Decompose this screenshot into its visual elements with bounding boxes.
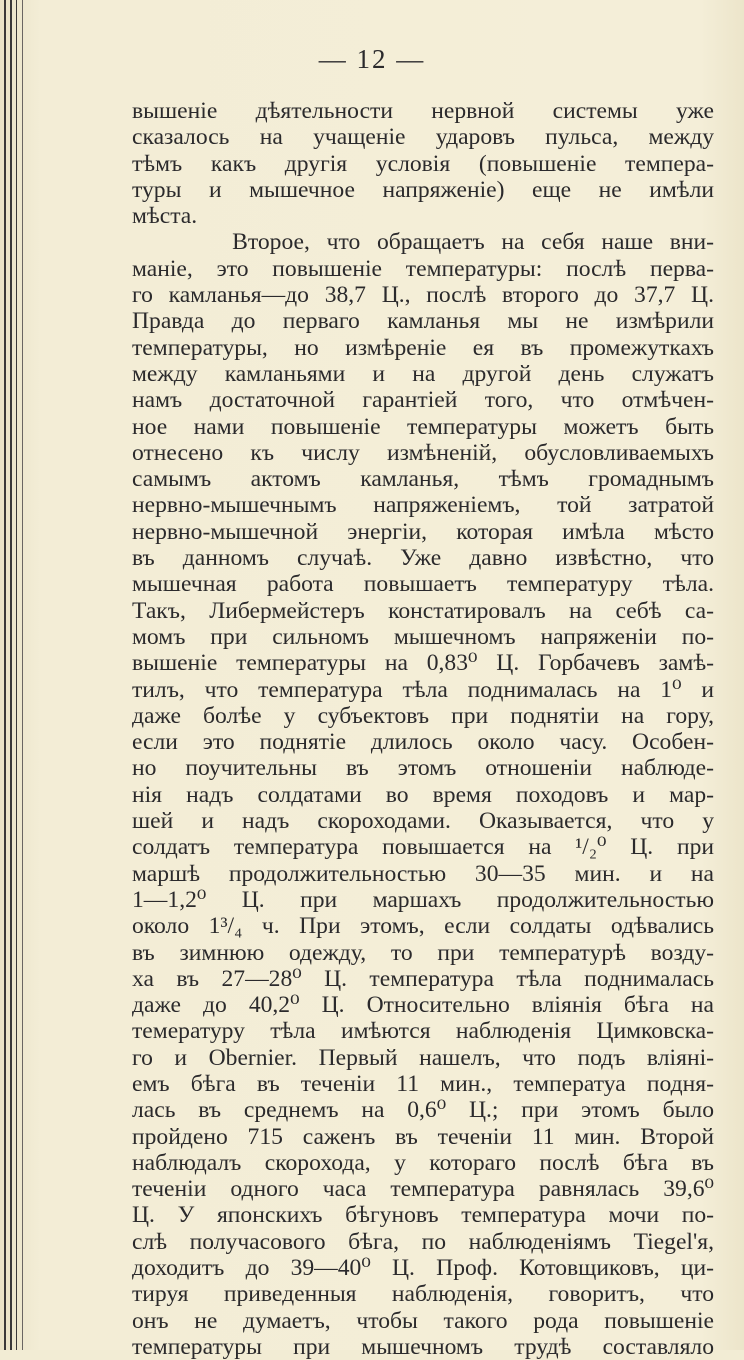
text-line: тируя приведенныя наблюденія, говоритъ, что (132, 1281, 714, 1308)
text-line: ное нами повышеніе температуры можетъ быть (132, 413, 714, 440)
text-line: но поучительны въ этомъ отношеніи наблюде- (132, 755, 714, 782)
text-line: около 1³/₄ ч. При этомъ, если солдаты одѣвались (132, 913, 714, 940)
text-line: наблюдалъ скорохода, у котораго послѣ бѣга въ (132, 1149, 714, 1176)
text-line: момъ при сильномъ мышечномъ напряженіи по- (132, 623, 714, 650)
text-line: самымъ актомъ камланья, тѣмъ громаднымъ (132, 466, 714, 493)
text-line: емъ бѣга въ теченіи 11 мин., температуа подня- (132, 1070, 714, 1097)
book-binding-edge (0, 0, 30, 1350)
body-text (132, 98, 714, 1360)
text-line: тилъ, что температура тѣла поднималась на 1⁰ и (132, 676, 714, 703)
text-line: го и Obernier. Первый нашелъ, что подъ вліяні- (132, 1044, 714, 1071)
text-line: вышеніе дѣятельности нервной системы уже (132, 98, 714, 124)
text-line: даже болѣе у субъектовъ при поднятіи на гору, (132, 702, 714, 729)
text-line: между камланьями и на другой день служатъ (132, 360, 714, 387)
text-line: теченіи одного часа температура равнялась 39,6⁰ (132, 1176, 714, 1203)
text-line: въ зимнюю одежду, то при температурѣ возду- (132, 939, 714, 966)
text-line: Ц. У японскихъ бѣгуновъ температура мочи по- (132, 1202, 714, 1229)
text-line: шей и надъ скороходами. Оказывается, что у (132, 808, 714, 835)
text-line: если это поднятіе длилось около часу. Особен- (132, 729, 714, 756)
text-line: Второе, что обращаетъ на себя наше вни- (132, 229, 714, 256)
text-line: пройдено 715 саженъ въ теченіи 11 мин. Второй (132, 1123, 714, 1150)
text-line: температуры, но измѣреніе ея въ промежуткахъ (132, 334, 714, 361)
text-line: нервно-мышечнымъ напряженіемъ, той затратой (132, 492, 714, 519)
text-line: вышеніе температуры на 0,83⁰ Ц. Горбачевъ замѣ- (132, 650, 714, 677)
text-line: мѣста. (132, 203, 198, 230)
text-line: намъ достаточной гарантіей того, что отмѣчен- (132, 387, 714, 414)
text-line: ха въ 27—28⁰ Ц. температура тѣла поднималась (132, 965, 714, 992)
text-line: солдатъ температура повышается на ¹/₂⁰ Ц. при (132, 834, 714, 861)
text-line: въ данномъ случаѣ. Уже давно извѣстно, что (132, 545, 714, 572)
text-line: мышечная работа повышаетъ температуру тѣла. (132, 571, 714, 598)
text-line: сказалось на учащеніе ударовъ пульса, между (132, 124, 714, 151)
text-line: 1—1,2⁰ Ц. при маршахъ продолжительностью (132, 886, 714, 913)
text-line: температуры при мышечномъ трудѣ составляло (132, 1333, 714, 1360)
text-line: лась въ среднемъ на 0,6⁰ Ц.; при этомъ было (132, 1097, 714, 1124)
text-line: маніе, это повышеніе температуры: послѣ перва- (132, 255, 714, 282)
text-line: Правда до перваго камланья мы не измѣрили (132, 308, 714, 335)
text-line: даже до 40,2⁰ Ц. Относительно вліянія бѣга на (132, 992, 714, 1019)
text-line: тѣмъ какъ другія условія (повышеніе темпера- (132, 150, 714, 177)
text-line: го камланья—до 38,7 Ц., послѣ второго до 37,7 Ц. (132, 282, 714, 309)
text-line: маршѣ продолжительностью 30—35 мин. и на (132, 860, 714, 887)
text-line: слѣ получасового бѣга, по наблюденіямъ Tiegel'я, (132, 1228, 714, 1255)
text-line: тeмературу тѣла имѣются наблюденія Цимковска- (132, 1018, 714, 1045)
text-line: нія надъ солдатами во время походовъ и мар- (132, 781, 714, 808)
text-line: онъ не думаетъ, чтобы такого рода повышеніе (132, 1307, 714, 1334)
text-line: доходитъ до 39—40⁰ Ц. Проф. Котовщиковъ, ци- (132, 1255, 714, 1282)
text-line: туры и мышечное напряженіе) еще не имѣли (132, 176, 714, 203)
page-number: — 12 — (318, 44, 426, 74)
text-line: нервно-мышечной энергіи, которая имѣла мѣсто (132, 518, 714, 545)
text-line: отнесено къ числу измѣненій, обусловливаемыхъ (132, 439, 714, 466)
text-line: Такъ, Либермейстеръ констатировалъ на себѣ са- (132, 597, 714, 624)
